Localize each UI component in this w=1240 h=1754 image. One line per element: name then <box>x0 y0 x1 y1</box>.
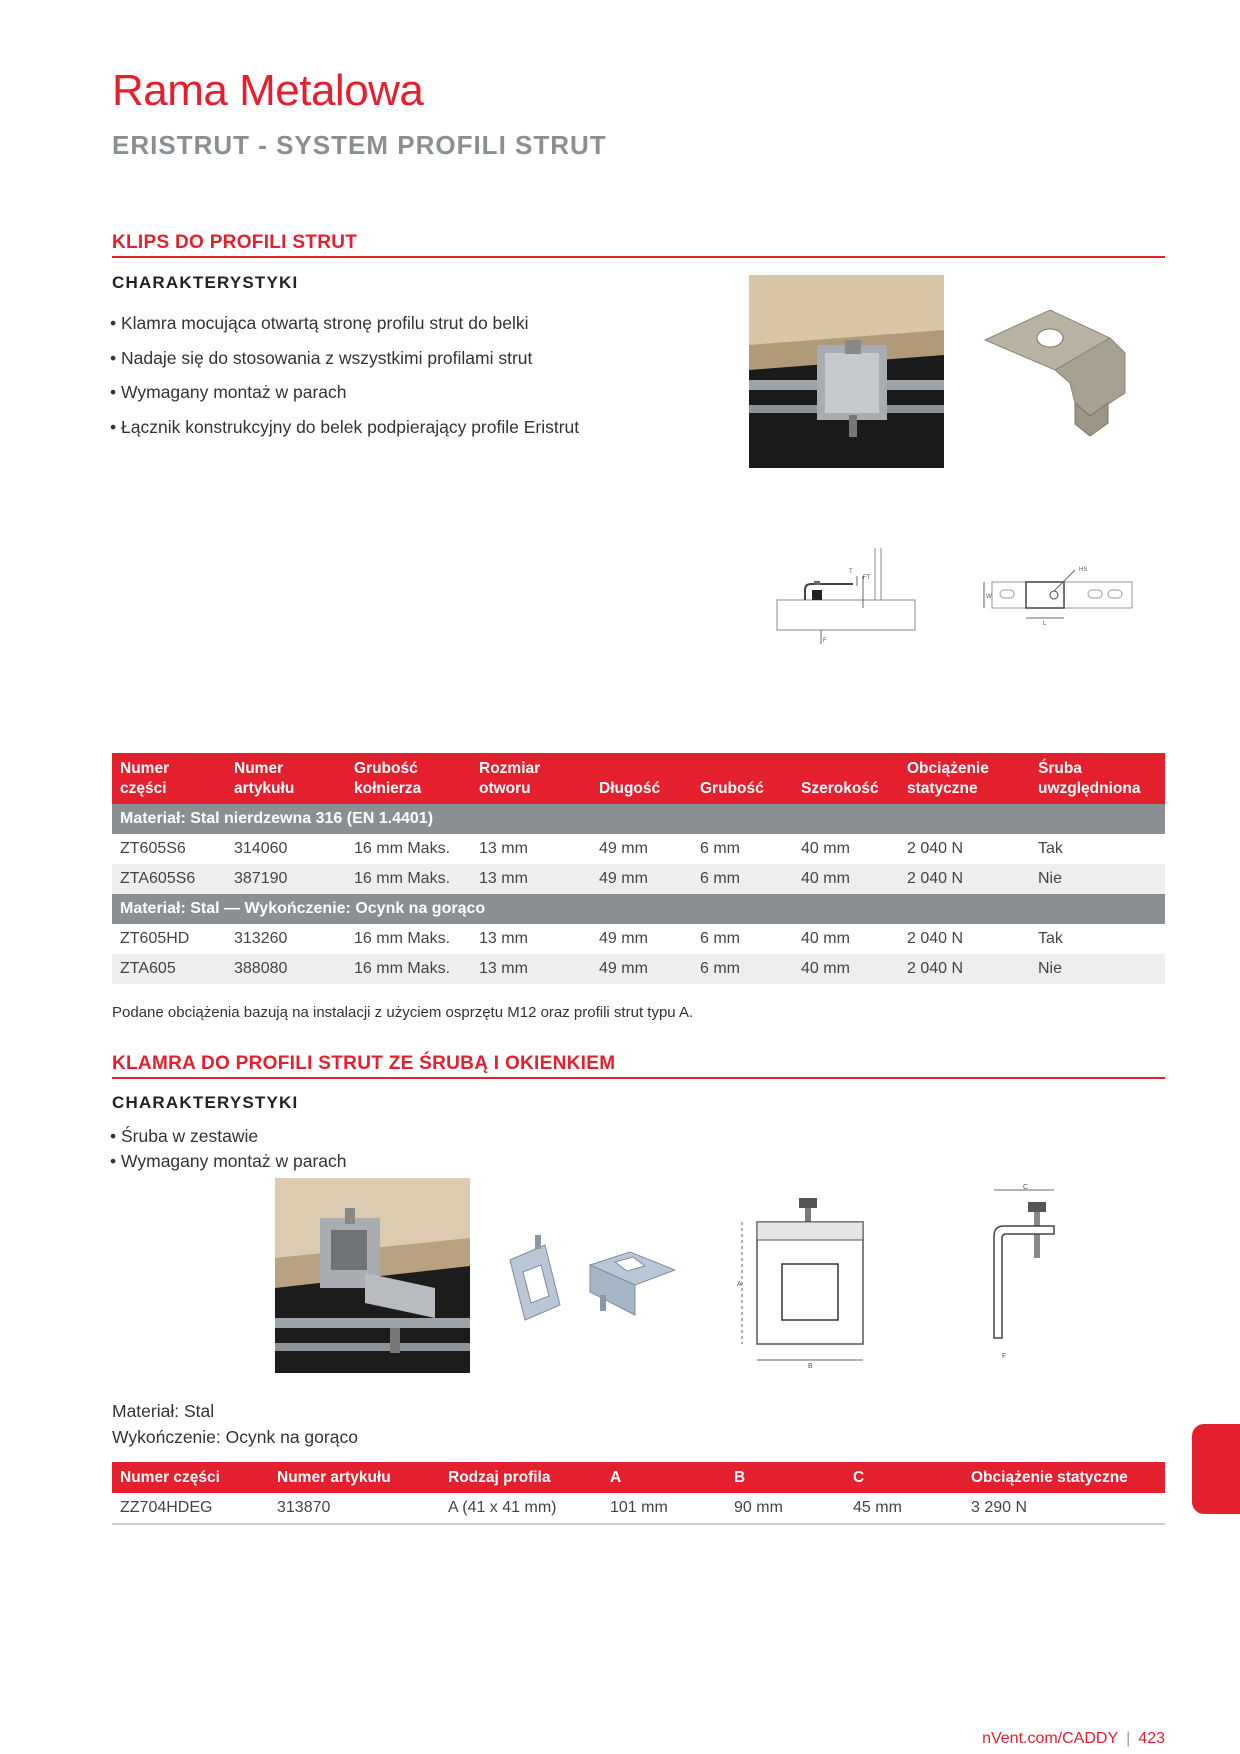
table-row <box>112 1493 1165 1524</box>
table-cell: 40 mm <box>793 954 899 984</box>
table-cell: A (41 x 41 mm) <box>440 1493 602 1524</box>
diagram-label-l: L <box>1043 621 1047 627</box>
characteristics-list <box>110 1124 347 1174</box>
table-cell: ZTA605S6 <box>112 864 226 894</box>
table-cell: 16 mm Maks. <box>346 954 471 984</box>
table-cell: 16 mm Maks. <box>346 864 471 894</box>
table-cell: 2 040 N <box>899 954 1030 984</box>
klips-spec-table <box>112 753 1165 984</box>
table-row <box>112 864 1165 894</box>
clamp-front-diagram <box>730 1192 870 1377</box>
table-cell: 49 mm <box>599 840 648 857</box>
diagram-label-a: A <box>737 1281 742 1288</box>
col-header: Numer artykułu <box>226 753 346 804</box>
installed-clip-photo <box>749 275 944 468</box>
characteristics-list <box>110 306 579 444</box>
clamp-side-diagram <box>970 1180 1060 1380</box>
klamra-spec-table <box>112 1462 1165 1525</box>
characteristics-heading: CHARAKTERYSTYKI <box>112 273 299 292</box>
table-cell: 49 mm <box>591 954 692 984</box>
table-cell: 16 mm Maks. <box>354 930 451 947</box>
table-cell: 49 mm <box>599 930 648 947</box>
table-cell: Nie <box>1030 954 1165 984</box>
section-title-klamra: KLAMRA DO PROFILI STRUT ZE ŚRUBĄ I OKIENKIEM <box>112 1053 616 1074</box>
diagram-label-c: C <box>1023 1184 1029 1191</box>
section-divider <box>112 1077 1165 1079</box>
table-cell: 40 mm <box>801 840 850 857</box>
table-cell: 40 mm <box>793 864 899 894</box>
table-cell: 3 290 N <box>963 1493 1165 1524</box>
col-header: Grubość <box>692 753 793 804</box>
table-cell: 6 mm <box>700 840 740 857</box>
col-header: Numer części <box>112 753 226 804</box>
col-header: Śruba uwzględniona <box>1030 753 1165 804</box>
clip-product-image <box>980 298 1150 448</box>
diagram-label-w: W <box>986 594 992 600</box>
table-cell: ZTA605 <box>112 954 226 984</box>
section-tab-marker <box>1192 1424 1240 1514</box>
table-cell: 387190 <box>226 864 346 894</box>
table-cell: 2 040 N <box>907 930 964 947</box>
list-item: • Wymagany montaż w parach <box>110 1149 347 1174</box>
list-item: • Klamra mocująca otwartą stronę profilu strut do belki <box>110 306 579 341</box>
section-divider <box>112 256 1165 258</box>
load-note: Podane obciążenia bazują na instalacji z użyciem osprzętu M12 oraz profili strut typu A. <box>112 1004 694 1021</box>
table-cell: 313870 <box>269 1493 440 1524</box>
col-header: Szerokość <box>793 753 899 804</box>
list-item: • Nadaje się do stosowania z wszystkimi profilami strut <box>110 341 579 376</box>
table-cell: 13 mm <box>479 840 528 857</box>
diagram-label-b: B <box>808 1363 813 1370</box>
diagram-label-f: F <box>823 638 827 644</box>
table-cell: 13 mm <box>471 954 591 984</box>
col-header: Rozmiar otworu <box>471 753 591 804</box>
table-cell: 90 mm <box>726 1493 845 1524</box>
table-cell: ZT605S6 <box>120 840 186 857</box>
table-cell: ZZ704HDEG <box>112 1493 269 1524</box>
table-cell: 16 mm Maks. <box>354 840 451 857</box>
col-header: C <box>845 1462 963 1493</box>
diagram-label-ft: FT <box>863 575 871 581</box>
col-header: Długość <box>591 753 692 804</box>
table-row <box>112 924 1165 954</box>
table-cell: 49 mm <box>591 864 692 894</box>
col-header: Numer części <box>112 1462 269 1493</box>
table-cell: 45 mm <box>845 1493 963 1524</box>
clip-top-diagram <box>980 562 1140 632</box>
table-cell: 2 040 N <box>899 864 1030 894</box>
table-cell: 2 040 N <box>907 840 964 857</box>
table-cell: Tak <box>1038 840 1063 857</box>
material-band-label: Materiał: Stal nierdzewna 316 (EN 1.4401) <box>112 804 1165 834</box>
material-text: Materiał: Stal <box>112 1401 215 1421</box>
table-header-row <box>112 753 1165 804</box>
finish-text: Wykończenie: Ocynk na gorąco <box>112 1427 358 1447</box>
table-cell: 6 mm <box>692 864 793 894</box>
diagram-label-f: F <box>1002 1353 1007 1360</box>
table-cell: 313260 <box>234 930 288 947</box>
col-header: Numer artykułu <box>269 1462 440 1493</box>
material-band-row <box>112 894 1165 924</box>
table-cell: 388080 <box>226 954 346 984</box>
page-subtitle: ERISTRUT - SYSTEM PROFILI STRUT <box>112 130 607 160</box>
clamp-product-image <box>505 1230 675 1340</box>
characteristics-heading: CHARAKTERYSTYKI <box>112 1093 299 1112</box>
clip-side-diagram <box>775 548 920 648</box>
table-cell: 6 mm <box>692 954 793 984</box>
col-header: Rodzaj profila <box>440 1462 602 1493</box>
table-cell: ZT605HD <box>120 930 190 947</box>
page-footer: nVent.com/CADDY | 423 <box>982 1730 1165 1747</box>
material-band-row <box>112 804 1165 834</box>
col-header: Grubość kołnierza <box>346 753 471 804</box>
footer-site-link[interactable]: nVent.com/CADDY <box>982 1730 1119 1747</box>
list-item: • Wymagany montaż w parach <box>110 375 579 410</box>
list-item: • Śruba w zestawie <box>110 1124 347 1149</box>
table-cell: 13 mm <box>479 930 528 947</box>
table-cell: 40 mm <box>801 930 850 947</box>
col-header: Obciążenie statyczne <box>963 1462 1165 1493</box>
table-cell: Nie <box>1030 864 1165 894</box>
col-header: B <box>726 1462 845 1493</box>
list-item: • Łącznik konstrukcyjny do belek podpierający profile Eristrut <box>110 410 579 445</box>
page-number: 423 <box>1138 1730 1165 1747</box>
table-cell: 101 mm <box>602 1493 726 1524</box>
installed-clamp-photo <box>275 1178 470 1373</box>
diagram-label-hs: HS <box>1079 567 1088 573</box>
page-title: Rama Metalowa <box>112 66 424 115</box>
material-band-label: Materiał: Stal — Wykończenie: Ocynk na gorąco <box>112 894 1165 924</box>
table-row <box>112 954 1165 984</box>
col-header: Obciążenie statyczne <box>899 753 1030 804</box>
table-row <box>112 834 1165 864</box>
section-title-klips: KLIPS DO PROFILI STRUT <box>112 232 358 253</box>
table-cell: 6 mm <box>700 930 740 947</box>
col-header: A <box>602 1462 726 1493</box>
material-info <box>112 1398 358 1450</box>
table-cell: Tak <box>1038 930 1063 947</box>
table-header-row <box>112 1462 1165 1493</box>
diagram-label-t: T <box>849 569 853 575</box>
table-cell: 13 mm <box>471 864 591 894</box>
table-cell: 314060 <box>234 840 288 857</box>
